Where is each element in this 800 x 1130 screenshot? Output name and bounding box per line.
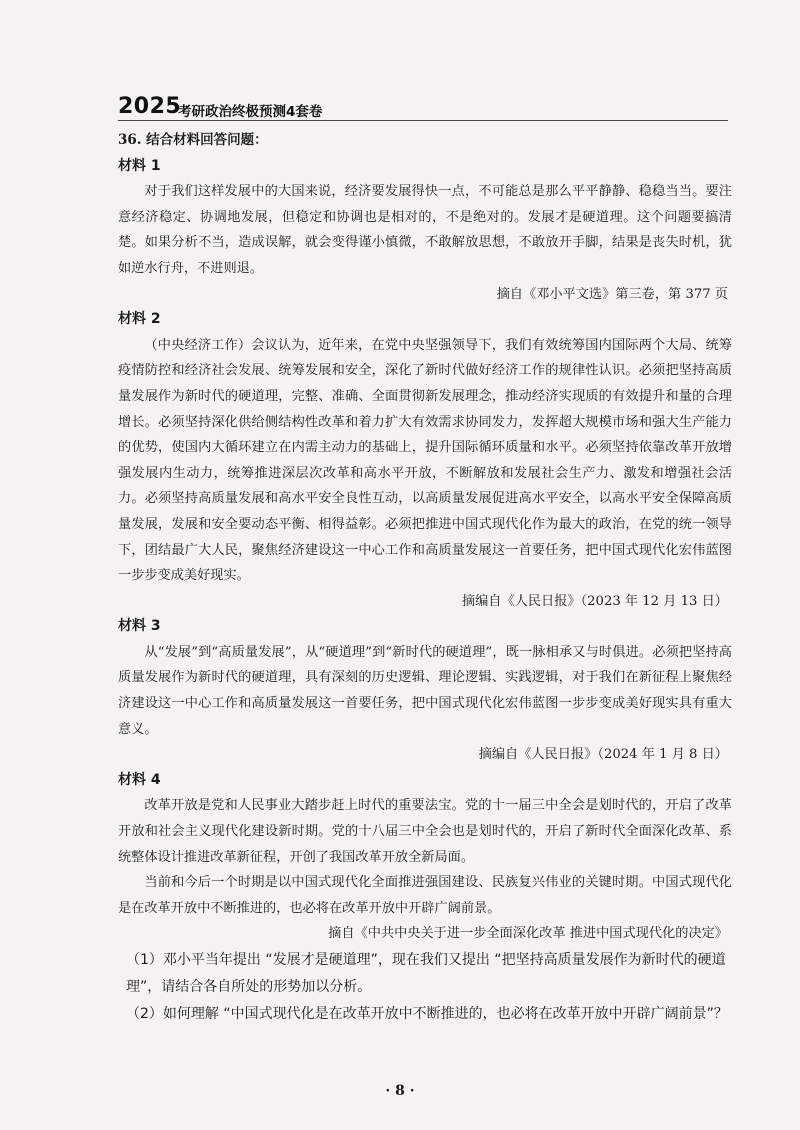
material-2 <box>118 307 732 614</box>
page-number: · 8 · <box>385 1083 415 1099</box>
material-3 <box>118 614 732 768</box>
material-source: 摘编自《人民日报》（2023 年 12 月 13 日） <box>461 593 728 609</box>
sub-questions <box>118 947 732 1028</box>
material-source: 摘自《邓小平文选》第三卷，第 377 页 <box>496 286 728 302</box>
header-rule <box>118 120 728 121</box>
material-paragraph: （中央经济工作）会议认为，近年来，在党中央坚强领导下，我们有效统筹国内国际两个大局、统筹疫情防控和经济社会发展、统筹发展和安全，深化了新时代做好经济工作的规律性认识。必须把坚持高质量发展作为新时代的硬道理，完整、准确、全面贯彻新发展理念，推动经济实现质的有效提升和量的合理增长。必须坚持深化供给侧结构性改革和着力扩大有效需求协同发力，发挥超大规模市场和强大生产能力的优势，使国内大循环建立在内需主动力的基础上，提升国际循环质量和水平。必须坚持依靠改革开放增强发展内生动力，统筹推进深层次改革和高水平开放，不断解放和发展社会生产力、激发和增强社会活力。必须坚持高质量发展和高水平安全良性互动，以高质量发展促进高水平安全，以高水平安全保障高质量发展，发展和安全要动态平衡、相得益彰。必须把推进中国式现代化作为最大的政治，在党的统一领导下，团结最广大人民，聚焦经济建设这一中心工作和高质量发展这一首要任务，把中国式现代化宏伟蓝图一步步变成美好现实。 <box>118 337 732 584</box>
question-heading: 36. 结合材料回答问题： <box>118 132 268 148</box>
sub-question-1: （1）邓小平当年提出 “发展才是硬道理”，现在我们又提出 “把坚持高质量发展作为新时代的硬道理”，请结合各自所处的形势加以分析。 <box>126 952 726 995</box>
material-paragraph: 从“发展”到“高质量发展”，从“硬道理”到“新时代的硬道理”，既一脉相承又与时俱进。必须把坚持高质量发展作为新时代的硬道理，具有深刻的历史逻辑、理论逻辑、实践逻辑，对于我们在新征程上聚焦经济建设这一中心工作和高质量发展这一首要任务，把中国式现代化宏伟蓝图一步步变成美好现实具有重大意义。 <box>118 644 732 737</box>
material-paragraph: 对于我们这样发展中的大国来说，经济要发展得快一点，不可能总是那么平平静静、稳稳当当。要注意经济稳定、协调地发展，但稳定和协调也是相对的，不是绝对的。发展才是硬道理。这个问题要搞清楚。如果分析不当，造成误解，就会变得谨小慎微，不敢解放思想，不敢放开手脚，结果是丧失时机，犹如逆水行舟，不进则退。 <box>118 184 732 276</box>
material-1 <box>118 154 732 308</box>
material-4 <box>118 768 732 947</box>
sub-question-2: （2）如何理解 “中国式现代化是在改革开放中不断推进的，也必将在改革开放中开辟广阔前景”？ <box>126 1006 728 1022</box>
material-title: 材料 4 <box>118 771 161 788</box>
header-title: 考研政治终极预测4套卷 <box>178 104 323 120</box>
material-title: 材料 3 <box>118 618 161 635</box>
material-title: 材料 1 <box>118 157 161 174</box>
material-paragraph: 当前和今后一个时期是以中国式现代化全面推进强国建设、民族复兴伟业的关键时期。中国式现代化是在改革开放中不断推进的，也必将在改革开放中开辟广阔前景。 <box>118 875 732 916</box>
material-title: 材料 2 <box>118 311 161 328</box>
material-paragraph: 改革开放是党和人民事业大踏步赶上时代的重要法宝。党的十一届三中全会是划时代的，开启了改革开放和社会主义现代化建设新时期。党的十八届三中全会也是划时代的，开启了新时代全面深化改革、系统整体设计推进改革新征程，开创了我国改革开放全新局面。 <box>118 798 732 865</box>
question-content <box>118 128 732 1028</box>
material-source: 摘编自《人民日报》（2024 年 1 月 8 日） <box>478 747 728 763</box>
material-source: 摘自《中共中央关于进一步全面深化改革 推进中国式现代化的决定》 <box>328 926 728 942</box>
header-year: 2025 <box>118 94 182 119</box>
